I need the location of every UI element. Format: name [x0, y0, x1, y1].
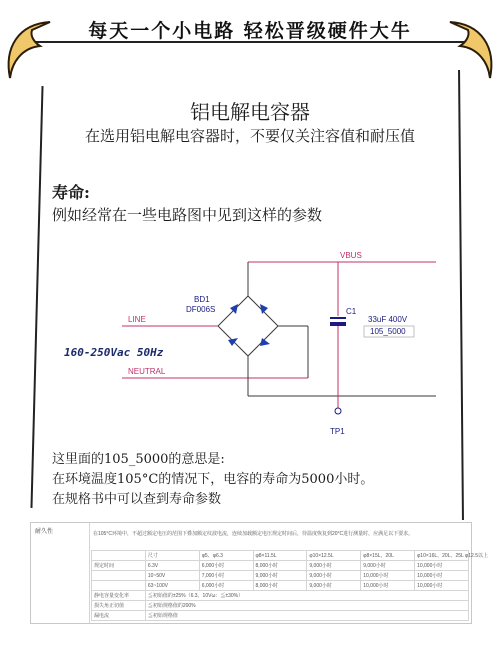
tp1-icon [335, 408, 341, 414]
table-row [92, 551, 469, 561]
table-cell: φ8×11.5L [253, 551, 307, 561]
explanation-line-1: 这里面的105_5000的意思是: [52, 452, 225, 467]
table-cell: 10,000小时 [415, 571, 469, 581]
table-cell: 10~50V [145, 571, 199, 581]
table-row [92, 581, 469, 591]
frame-left-line [30, 86, 43, 508]
table-cell: φ10×16L、20L、25L φ12.5以上 [415, 551, 469, 561]
table-cell: 尺寸 [145, 551, 199, 561]
tp1-label: TP1 [330, 427, 345, 436]
bridge-rectifier [218, 296, 278, 356]
banner-title: 每天一个小电路 轻松晋级硬件大牛 [88, 20, 412, 42]
table-cell: ≦初始规格值的200% [145, 601, 468, 611]
table-cell: ≦初始值的±25%（6.3、10Vω：≦±30%） [145, 591, 468, 601]
table-cell: 7,000小时 [199, 571, 253, 581]
table-cell: 6,000小时 [199, 581, 253, 591]
spec-section-cell [31, 523, 90, 623]
neutral-label: NEUTRAL [128, 367, 166, 376]
table-cell: 9,000小时 [253, 571, 307, 581]
table-cell: 9,000小时 [307, 571, 361, 581]
table-cell: 8,000小时 [253, 561, 307, 571]
table-row [92, 571, 469, 581]
cap-spec-label: 105_5000 [370, 327, 406, 336]
table-cell: 9,000小时 [307, 561, 361, 571]
lifetime-table [91, 550, 488, 621]
table-cell: 63~100V [145, 581, 199, 591]
page-title: 铝电解电容器 [190, 100, 310, 124]
table-cell: φ5、φ6.3 [199, 551, 253, 561]
circuit-diagram [52, 238, 462, 438]
line-label: LINE [128, 315, 146, 324]
table-cell: 8,000小时 [253, 581, 307, 591]
table-cell [92, 571, 146, 581]
table-row [92, 601, 469, 611]
vac-label: 160-250Vac 50Hz [64, 346, 164, 359]
table-cell: 规定时间 [92, 561, 146, 571]
table-row [92, 611, 469, 621]
c1-label: C1 [346, 307, 357, 316]
table-cell: 漏电流 [92, 611, 146, 621]
spec-table [30, 522, 488, 624]
table-cell: 6.3V [145, 561, 199, 571]
explanation-line-3: 在规格书中可以查到寿命参数 [52, 492, 222, 507]
table-cell: φ10×12.5L [307, 551, 361, 561]
table-cell: 损失角正切值 [92, 601, 146, 611]
bd1-label: BD1 [194, 295, 210, 304]
lifetime-heading: 寿命: [52, 183, 90, 202]
table-cell: 10,000小时 [361, 581, 415, 591]
table-cell: 9,000小时 [307, 581, 361, 591]
table-cell: 10,000小时 [415, 561, 469, 571]
page-subtitle: 在选用铝电解电容器时，不要仅关注容值和耐压值 [84, 127, 415, 145]
table-row [92, 591, 469, 601]
table-cell: φ8×15L、20L [361, 551, 415, 561]
table-cell [92, 551, 146, 561]
table-cell: 静电容量变化率 [92, 591, 146, 601]
table-cell: 6,000小时 [199, 561, 253, 571]
table-cell: 10,000小时 [415, 581, 469, 591]
cap-value-label: 33uF 400V [368, 315, 408, 324]
vbus-label: VBUS [340, 251, 362, 260]
spec-description: 在105°C环境中，不超过额定电压的范围下叠加额定纹波电流，连续加载额定电压规定时间后，待温度恢复到20°C进行测量时，应满足以下要求。 [93, 531, 414, 537]
table-row [92, 561, 469, 571]
table-cell: 10,000小时 [361, 571, 415, 581]
lifetime-intro: 例如经常在一些电路图中见到这样的参数 [52, 206, 323, 224]
table-cell: ≦初始规格值 [145, 611, 468, 621]
explanation-line-2: 在环境温度105°C的情况下，电容的寿命为5000小时。 [52, 472, 374, 487]
table-cell [92, 581, 146, 591]
spec-section-label: 耐久性 [35, 529, 54, 535]
df006s-label: DF006S [186, 305, 216, 314]
table-cell: 9,000小时 [361, 561, 415, 571]
